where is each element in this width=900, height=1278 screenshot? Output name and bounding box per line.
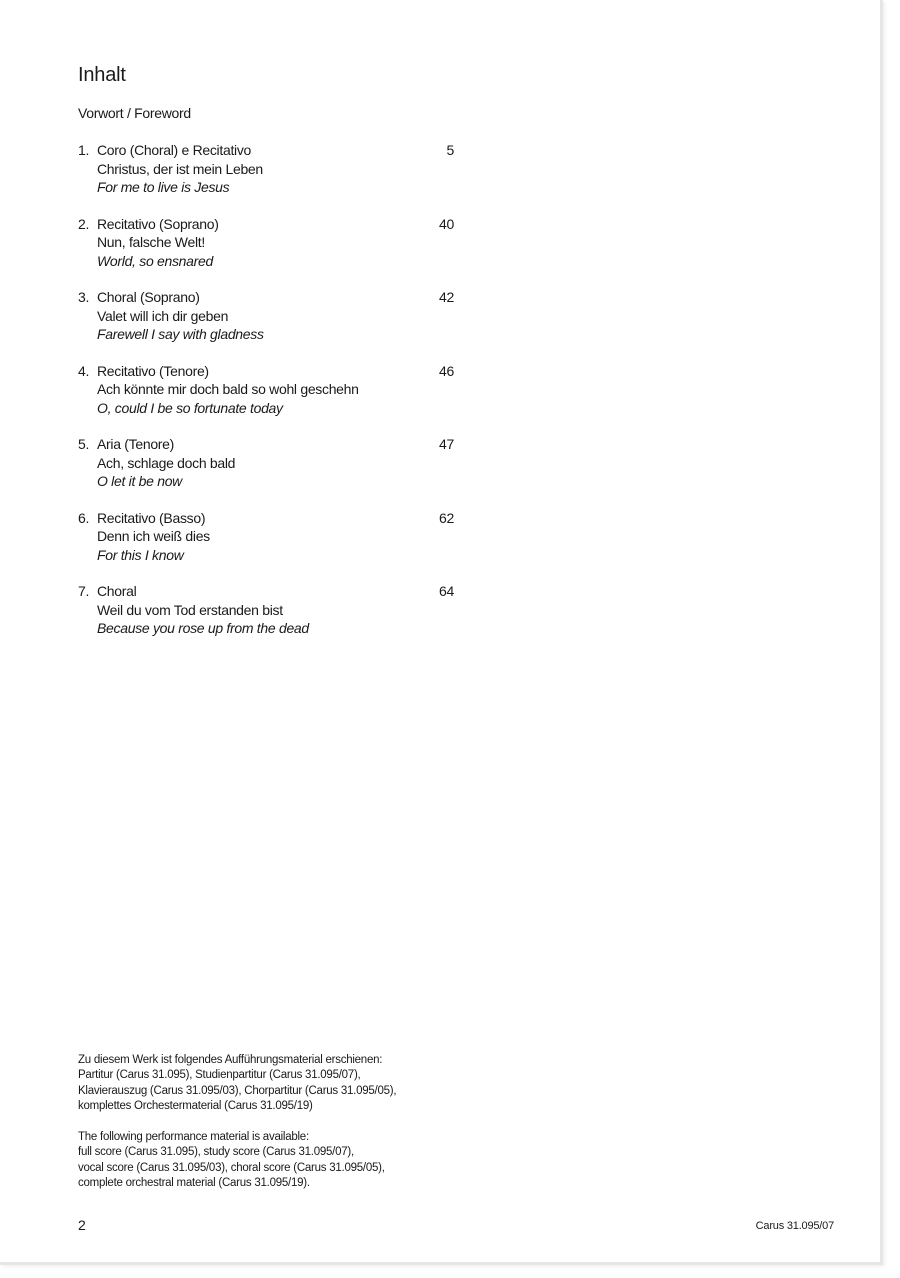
- toc-entry-english-text: O let it be now: [97, 473, 182, 489]
- performance-material-english: [78, 1130, 538, 1191]
- toc-entry-page: 46: [439, 362, 454, 379]
- material-line: vocal score (Carus 31.095/03), choral score (Carus 31.095/05),: [78, 1161, 385, 1174]
- toc-entry-german-text: Christus, der ist mein Leben: [97, 160, 263, 177]
- toc-entry-page: 62: [439, 509, 454, 526]
- toc-entry: [78, 582, 458, 656]
- toc-entry: [78, 362, 458, 436]
- material-line: full score (Carus 31.095), study score (Carus 31.095/07),: [78, 1146, 354, 1159]
- toc-entry-english-text: World, so ensnared: [97, 252, 213, 269]
- toc-entry-german-text: Ach könnte mir doch bald so wohl geschehn: [97, 381, 359, 397]
- toc-entry-number: 1.: [78, 142, 90, 158]
- toc-entry-english-text: Farewell I say with gladness: [97, 326, 264, 342]
- toc-entry-number: 4.: [78, 362, 90, 379]
- material-line: Zu diesem Werk ist folgendes Aufführungsmaterial erschienen:: [78, 1054, 383, 1066]
- toc-entry-english-text: For this I know: [97, 546, 184, 563]
- toc-entry-page: 40: [439, 215, 454, 232]
- toc-entry-german-text: Denn ich weiß dies: [97, 528, 210, 544]
- table-of-contents: [78, 141, 458, 656]
- toc-entry-title: Choral (Soprano): [97, 289, 200, 305]
- toc-entry-number: 7.: [78, 583, 90, 599]
- toc-entry-number: 3.: [78, 289, 90, 305]
- toc-entry-english-text: O, could I be so fortunate today: [97, 399, 283, 416]
- toc-entry: [78, 509, 458, 583]
- toc-entry-german-text: Ach, schlage doch bald: [97, 454, 236, 471]
- material-line: Partitur (Carus 31.095), Studienpartitur (Carus 31.095/07),: [78, 1069, 361, 1082]
- page-number: 2: [78, 1217, 86, 1233]
- material-line: The following performance material is available:: [78, 1131, 309, 1143]
- toc-entry-title: Coro (Choral) e Recitativo: [97, 142, 252, 158]
- toc-entry-number: 6.: [78, 509, 90, 526]
- toc-entry-page: 64: [439, 583, 454, 599]
- foreword-link: Vorwort / Foreword: [78, 105, 191, 121]
- toc-entry-title: Recitativo (Soprano): [97, 215, 219, 232]
- material-line: complete orchestral material (Carus 31.095/19).: [78, 1176, 310, 1189]
- toc-entry-number: 5.: [78, 436, 90, 452]
- toc-entry-english-text: For me to live is Jesus: [97, 179, 230, 195]
- toc-entry-title: Recitativo (Tenore): [97, 362, 209, 379]
- page-title: Inhalt: [78, 64, 126, 86]
- material-line: Klavierauszug (Carus 31.095/03), Chorpartitur (Carus 31.095/05),: [78, 1084, 397, 1097]
- toc-entry-number: 2.: [78, 215, 90, 232]
- toc-entry-title: Aria (Tenore): [97, 436, 175, 452]
- material-line: komplettes Orchestermaterial (Carus 31.095/19): [78, 1099, 313, 1112]
- catalog-number: Carus 31.095/07: [755, 1220, 834, 1232]
- toc-entry: [78, 288, 458, 362]
- toc-entry-german-text: Valet will ich dir geben: [97, 307, 229, 324]
- performance-material-german: [78, 1053, 538, 1114]
- toc-entry-title: Choral: [97, 583, 137, 599]
- toc-entry-title: Recitativo (Basso): [97, 509, 206, 526]
- toc-entry: [78, 435, 458, 509]
- toc-entry-page: 42: [439, 289, 454, 305]
- toc-entry-page: 47: [439, 436, 454, 452]
- toc-entry: [78, 215, 458, 289]
- toc-entry-page: 5: [446, 142, 454, 158]
- toc-entry-german-text: Weil du vom Tod erstanden bist: [97, 601, 283, 618]
- toc-entry: [78, 141, 458, 215]
- toc-entry-english-text: Because you rose up from the dead: [97, 620, 309, 636]
- toc-entry-german-text: Nun, falsche Welt!: [97, 234, 205, 250]
